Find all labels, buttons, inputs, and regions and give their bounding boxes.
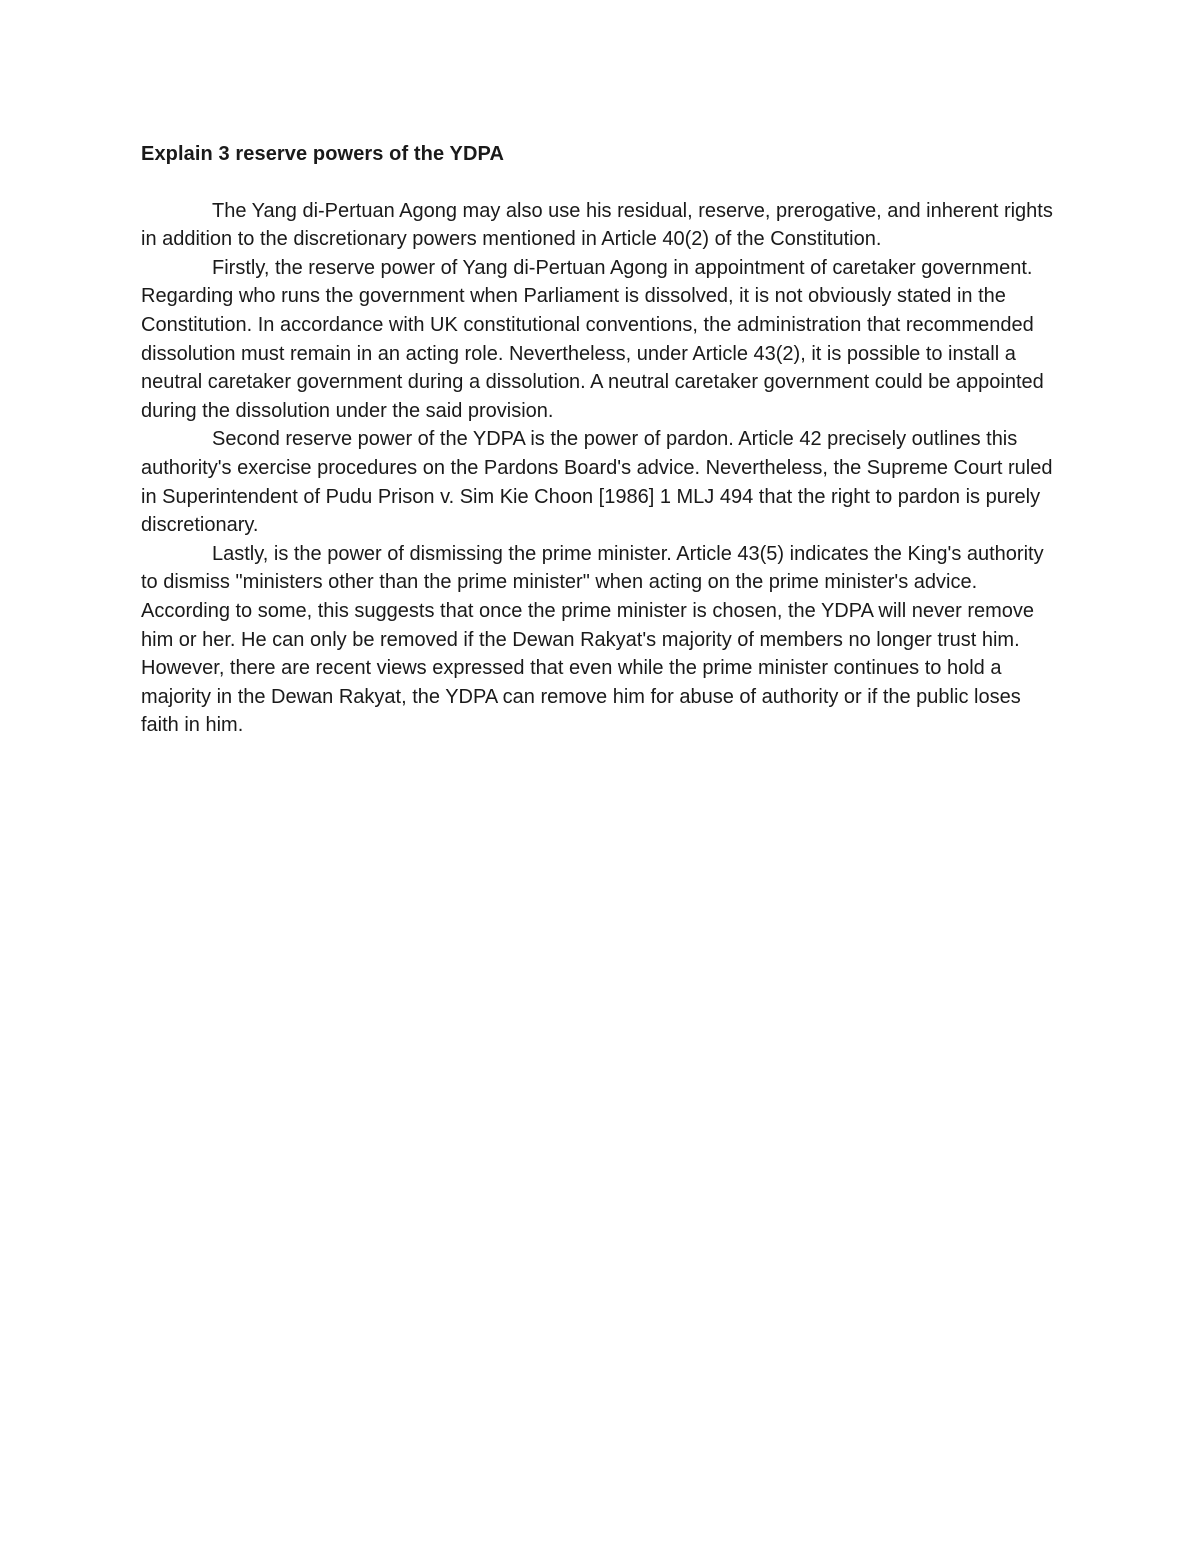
document-title: Explain 3 reserve powers of the YDPA [141, 143, 504, 165]
paragraph-dismissing-prime-minister: Lastly, is the power of dismissing the prime minister. Article 43(5) indicates the King's authority to dismiss "ministers other than the prime minister" when acting on the prime minister's advice. According to some, this suggests that once the prime minister is chosen, the YDPA will never remove him or her. He can only be removed if the Dewan Rakyat's majority of members no longer trust him. However, there are recent views expressed that even while the prime minister continues to hold a majority in the Dewan Rakyat, the YDPA can remove him for abuse of authority or if the public loses faith in him. [141, 542, 1044, 737]
paragraph-caretaker-government: Firstly, the reserve power of Yang di-Pertuan Agong in appointment of caretaker government. Regarding who runs the government when Parliament is dissolved, it is not obviously stated in the Constitution. In accordance with UK constitutional conventions, the administration that recommended dissolution must remain in an acting role. Nevertheless, under Article 43(2), it is possible to install a neutral caretaker government during a dissolution. A neutral caretaker government could be appointed during the dissolution under the said provision. [141, 256, 1044, 422]
paragraph-intro: The Yang di-Pertuan Agong may also use his residual, reserve, prerogative, and inherent rights in addition to the discretionary powers mentioned in Article 40(2) of the Constitution. [141, 199, 1053, 251]
document-body [141, 140, 1061, 740]
paragraph-power-of-pardon: Second reserve power of the YDPA is the power of pardon. Article 42 precisely outlines this authority's exercise procedures on the Pardons Board's advice. Nevertheless, the Supreme Court ruled in Superintendent of Pudu Prison v. Sim Kie Choon [1986] 1 MLJ 494 that the right to pardon is purely discretionary. [141, 428, 1053, 537]
